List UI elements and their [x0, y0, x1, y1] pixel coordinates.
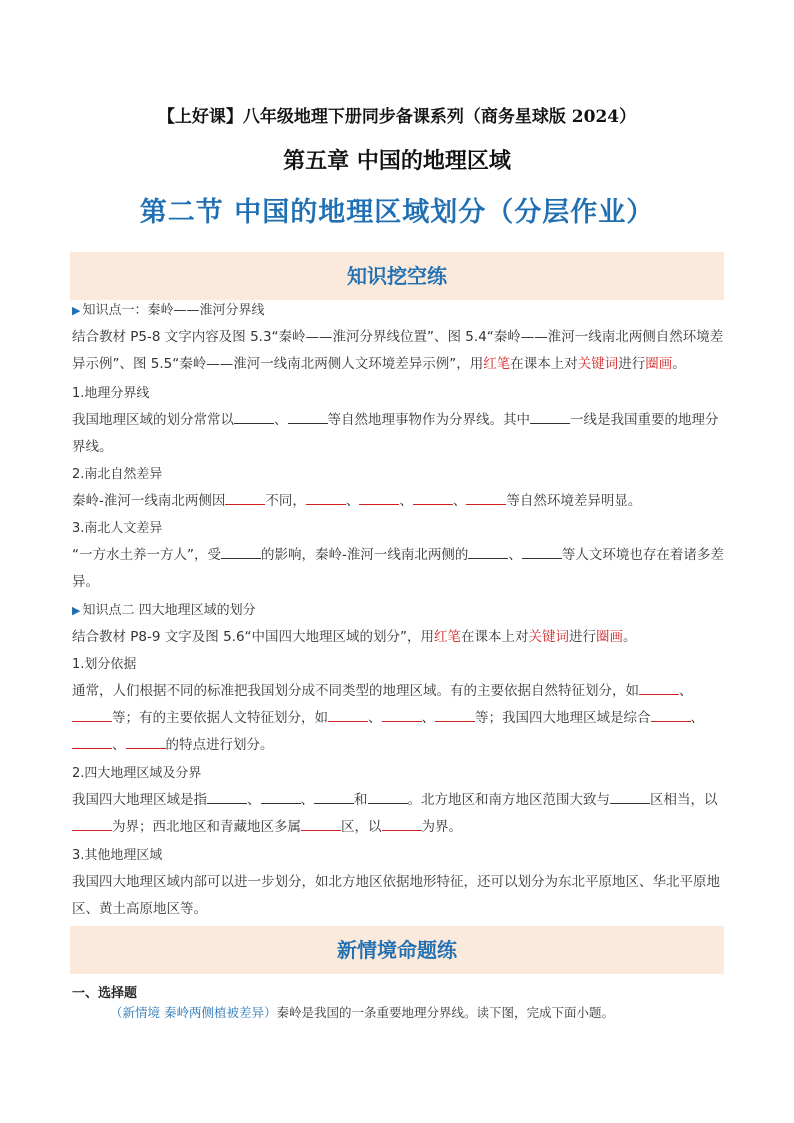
kp2-s2-title: 2.四大地理区域及分界 [72, 766, 202, 781]
fill-blank[interactable] [468, 544, 508, 559]
triangle-icon: ▶ [72, 304, 81, 317]
question-section-head: 一、选择题 [72, 986, 138, 1001]
kp1-title: 知识点一：秦岭——淮河分界线 [82, 303, 265, 318]
context-tag: （新情境 秦岭两侧植被差异） [110, 1005, 277, 1020]
kp2-red-pen: 红笔 [434, 629, 462, 645]
kp2-circle: 圈画 [596, 629, 624, 645]
kp1-s1-a: 我国地理区域的划分常常以 [72, 412, 234, 428]
kp2-s2-c: 区相当，以 [650, 792, 718, 808]
kp2-s3-title: 3.其他地理区域 [72, 848, 163, 863]
kp2-s1-title: 1.划分依据 [72, 657, 137, 672]
kp1-intro-end: 。 [672, 356, 686, 372]
kp1-intro-text-b: 在课本上对 [510, 356, 578, 372]
kp1-s2-title: 2.南北自然差异 [72, 467, 163, 482]
kp2-s2-a: 我国四大地理区域是指 [72, 792, 207, 808]
kp2-s2-d: 为界；西北地区和青藏地区多属 [112, 819, 301, 835]
fill-blank[interactable] [522, 544, 562, 559]
kp2-s1-d: 的特点进行划分。 [165, 737, 274, 753]
banner-new-context-practice: 新情境命题练 [70, 926, 724, 974]
kp1-s3-title: 3.南北人文差异 [72, 521, 163, 536]
question-context [110, 1003, 614, 1021]
kp2-intro-end: 。 [623, 629, 637, 645]
sep: 、 [345, 493, 360, 509]
fill-blank[interactable] [72, 707, 112, 722]
sep: 、 [679, 683, 693, 699]
fill-blank[interactable] [126, 734, 166, 749]
fill-blank[interactable] [368, 789, 408, 804]
kp1-s1-text [72, 407, 724, 461]
kp2-title-row [72, 597, 724, 624]
kp2-s2-and: 和 [354, 792, 368, 808]
fill-blank[interactable] [413, 490, 453, 505]
fill-blank[interactable] [72, 816, 112, 831]
kp2-intro-a: 结合教材 P8-9 文字及图 5.6“中国四大地理区域的划分”，用 [72, 629, 435, 645]
fill-blank[interactable] [382, 816, 422, 831]
fill-blank[interactable] [301, 816, 341, 831]
kp2-intro-b: 在课本上对 [461, 629, 529, 645]
kp2-keyword: 关键词 [528, 629, 570, 645]
fill-blank[interactable] [435, 707, 475, 722]
fill-blank[interactable] [466, 490, 506, 505]
kp2-s3-text: 我国四大地理区域内部可以进一步划分，如北方地区依据地形特征，还可以划分为东北平原地区、华北平原地区、黄土高原地区等。 [72, 874, 720, 917]
kp1-keyword: 关键词 [577, 356, 619, 372]
kp2-s2-b: 。北方地区和南方地区范围大致与 [407, 792, 610, 808]
sep: 、 [247, 792, 261, 808]
fill-blank[interactable] [314, 789, 354, 804]
sep: 、 [421, 710, 435, 726]
triangle-icon: ▶ [72, 604, 81, 617]
fill-blank[interactable] [288, 409, 328, 424]
kp1-red-pen: 红笔 [483, 356, 511, 372]
sep: 、 [112, 737, 126, 753]
kp1-title-row [72, 297, 724, 324]
kp1-intro-text-c: 进行 [618, 356, 646, 372]
kp1-s2-a: 秦岭-淮河一线南北两侧因 [72, 493, 226, 509]
kp1-s2-b: 不同， [265, 493, 306, 509]
sep: 、 [690, 710, 704, 726]
fill-blank[interactable] [221, 544, 261, 559]
sep: 、 [300, 792, 314, 808]
fill-blank[interactable] [261, 789, 301, 804]
fill-blank[interactable] [207, 789, 247, 804]
kp2-s1-text [72, 678, 724, 759]
kp1-intro [72, 324, 724, 378]
fill-blank[interactable] [382, 707, 422, 722]
kp2-s2-f: 为界。 [421, 819, 462, 835]
fill-blank[interactable] [306, 490, 346, 505]
series-title: 【上好课】八年级地理下册同步备课系列（商务星球版 2024） [157, 107, 637, 127]
kp2-intro [72, 624, 724, 651]
fill-blank[interactable] [359, 490, 399, 505]
banner-knowledge-practice: 知识挖空练 [70, 252, 724, 300]
kp2-title: 知识点二 四大地理区域的划分 [82, 603, 256, 618]
sep: 、 [274, 412, 288, 428]
kp1-circle: 圈画 [645, 356, 673, 372]
kp1-s2-c: 等自然环境差异明显。 [506, 493, 642, 509]
kp1-s3-a: “一方水土养一方人”，受 [72, 547, 221, 563]
kp1-s2-text [72, 488, 724, 515]
kp2-s1-a: 通常，人们根据不同的标准把我国划分成不同类型的地理区域。有的主要依据自然特征划分，如 [72, 683, 639, 699]
fill-blank[interactable] [610, 789, 650, 804]
kp2-s1-c: 等；我国四大地理区域是综合 [475, 710, 651, 726]
kp2-s2-text [72, 787, 724, 841]
fill-blank[interactable] [530, 409, 570, 424]
kp1-intro-text-a: 结合教材 P5-8 文字内容及图 5.3“秦岭——淮河分界线位置”、图 5.4“秦岭——淮河一线南北两侧自然环境差异示例”、图 5.5“秦岭——淮河一线南北两侧人文环境差异示例”，用 [72, 329, 724, 372]
kp1-s3-c: 等人文环境也存在着诸多差异。 [72, 547, 724, 590]
fill-blank[interactable] [234, 409, 274, 424]
kp1-s3-b: 的影响，秦岭-淮河一线南北两侧的 [261, 547, 469, 563]
kp2-intro-c: 进行 [569, 629, 597, 645]
question-text: 秦岭是我国的一条重要地理分界线。读下图，完成下面小题。 [276, 1005, 614, 1020]
kp2-s2-e: 区，以 [341, 819, 382, 835]
fill-blank[interactable] [225, 490, 265, 505]
chapter-title: 第五章 中国的地理区域 [283, 148, 511, 174]
fill-blank[interactable] [72, 734, 112, 749]
section-title: 第二节 中国的地理区域划分（分层作业） [139, 197, 655, 228]
sep: 、 [368, 710, 382, 726]
fill-blank[interactable] [651, 707, 691, 722]
kp2-s1-b: 等；有的主要依据人文特征划分，如 [112, 710, 328, 726]
fill-blank[interactable] [328, 707, 368, 722]
sep: 、 [452, 493, 467, 509]
sep: 、 [508, 547, 522, 563]
kp1-s1-c: 一线是我国重要的地理分界线。 [72, 412, 719, 455]
kp1-s1-b: 等自然地理事物作为分界线。其中 [327, 412, 530, 428]
sep: 、 [399, 493, 413, 509]
kp1-s1-title: 1.地理分界线 [72, 386, 150, 401]
fill-blank[interactable] [639, 680, 679, 695]
kp1-s3-text [72, 542, 724, 596]
